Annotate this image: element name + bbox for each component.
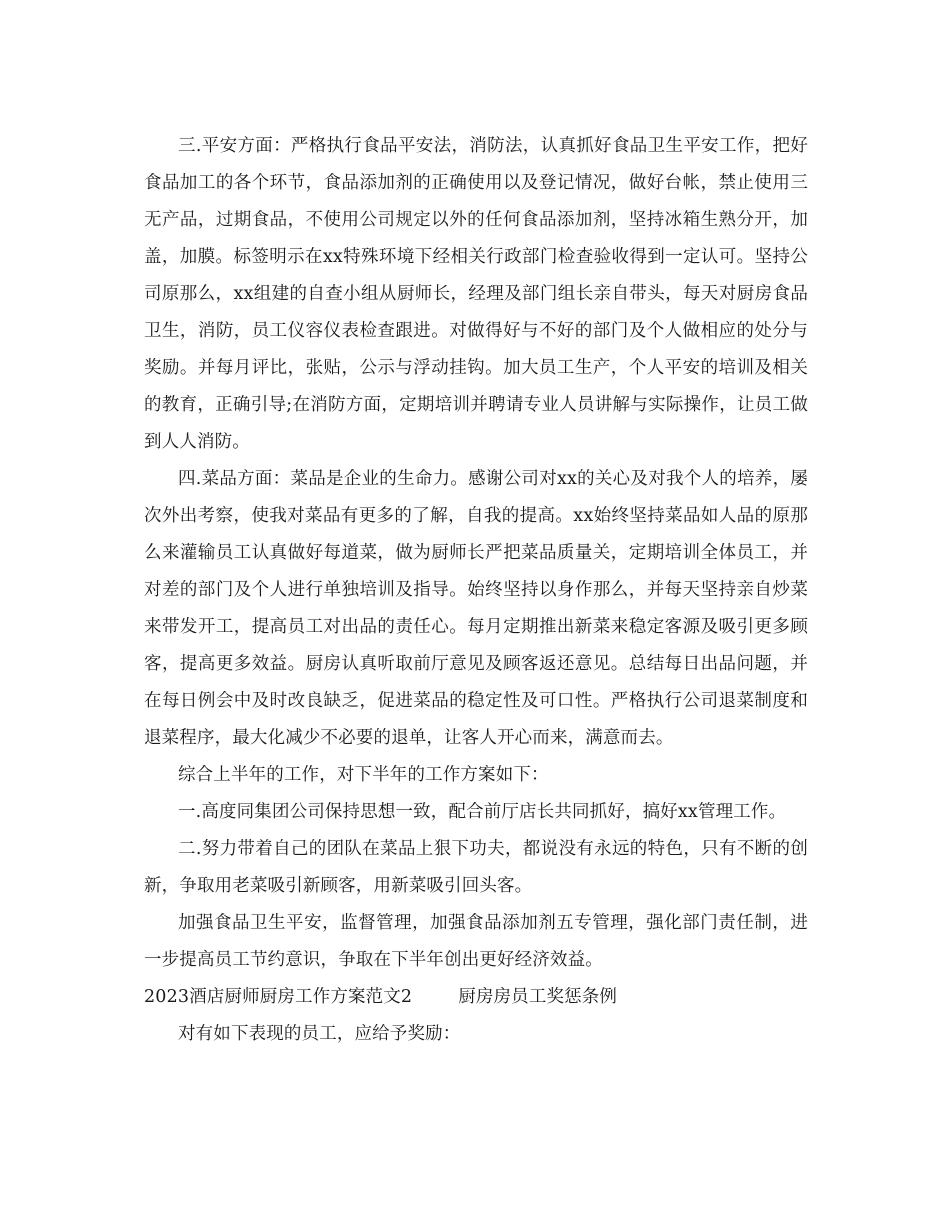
- heading-title: 2023酒店厨师厨房工作方案范文2: [144, 987, 413, 1007]
- paragraph-dishes: 四.菜品方面：菜品是企业的生命力。感谢公司对xx的关心及对我个人的培养，屡次外出考察，使我对菜品有更多的了解，自我的提高。xx始终坚持菜品如人品的原那么来灌输员工认真做好每道菜，做为厨师长严把菜品质量关，定期培训全体员工，并对差的部门及个人进行单独培训及指导。始终坚持以身作那么，并每天坚持亲自炒菜来带发开工，提高员工对出品的责任心。每月定期推出新菜来稳定客源及吸引更多顾客，提高更多效益。厨房认真听取前厅意见及顾客返还意见。总结每日出品问题，并在每日例会中及时改良缺乏，促进菜品的稳定性及可口性。严格执行公司退菜制度和退菜程序，最大化减少不必要的退单，让客人开心而来，满意而去。: [144, 469, 808, 748]
- paragraph-plan-one: 一.高度同集团公司保持思想一致，配合前厅店长共同抓好，搞好xx管理工作。: [178, 802, 787, 822]
- paragraph-hygiene: 加强食品卫生平安，监督管理，加强食品添加剂五专管理，强化部门责任制，进一步提高员工节约意识，争取在下半年创出更好经济效益。: [144, 913, 808, 970]
- section-heading: [144, 979, 808, 1016]
- paragraph-summary: 综合上半年的工作，对下半年的工作方案如下：: [178, 765, 549, 785]
- heading-subtitle: 厨房房员工奖惩条例: [458, 987, 618, 1007]
- paragraph-safety: 三.平安方面：严格执行食品平安法，消防法，认真抓好食品卫生平安工作，把好食品加工的各个环节，食品添加剂的正确使用以及登记情况，做好台帐，禁止使用三无产品，过期食品，不使用公司规定以外的任何食品添加剂，坚持冰箱生熟分开，加盖，加膜。标签明示在xx特殊环境下经相关行政部门检查验收得到一定认可。坚持公司原那么，xx组建的自查小组从厨师长，经理及部门组长亲自带头，每天对厨房食品卫生，消防，员工仪容仪表检查跟进。对做得好与不好的部门及个人做相应的处分与奖励。并每月评比，张贴，公示与浮动挂钩。加大员工生产，个人平安的培训及相关的教育，正确引导;在消防方面，定期培训并聘请专业人员讲解与实际操作，让员工做到人人消防。: [144, 136, 808, 452]
- paragraph-plan-two: 二.努力带着自己的团队在菜品上狠下功夫，都说没有永远的特色，只有不断的创新，争取用老菜吸引新顾客，用新菜吸引回头客。: [144, 839, 808, 896]
- document-body: [144, 128, 808, 1053]
- paragraph-rewards-intro: 对有如下表现的员工，应给予奖励：: [178, 1024, 461, 1044]
